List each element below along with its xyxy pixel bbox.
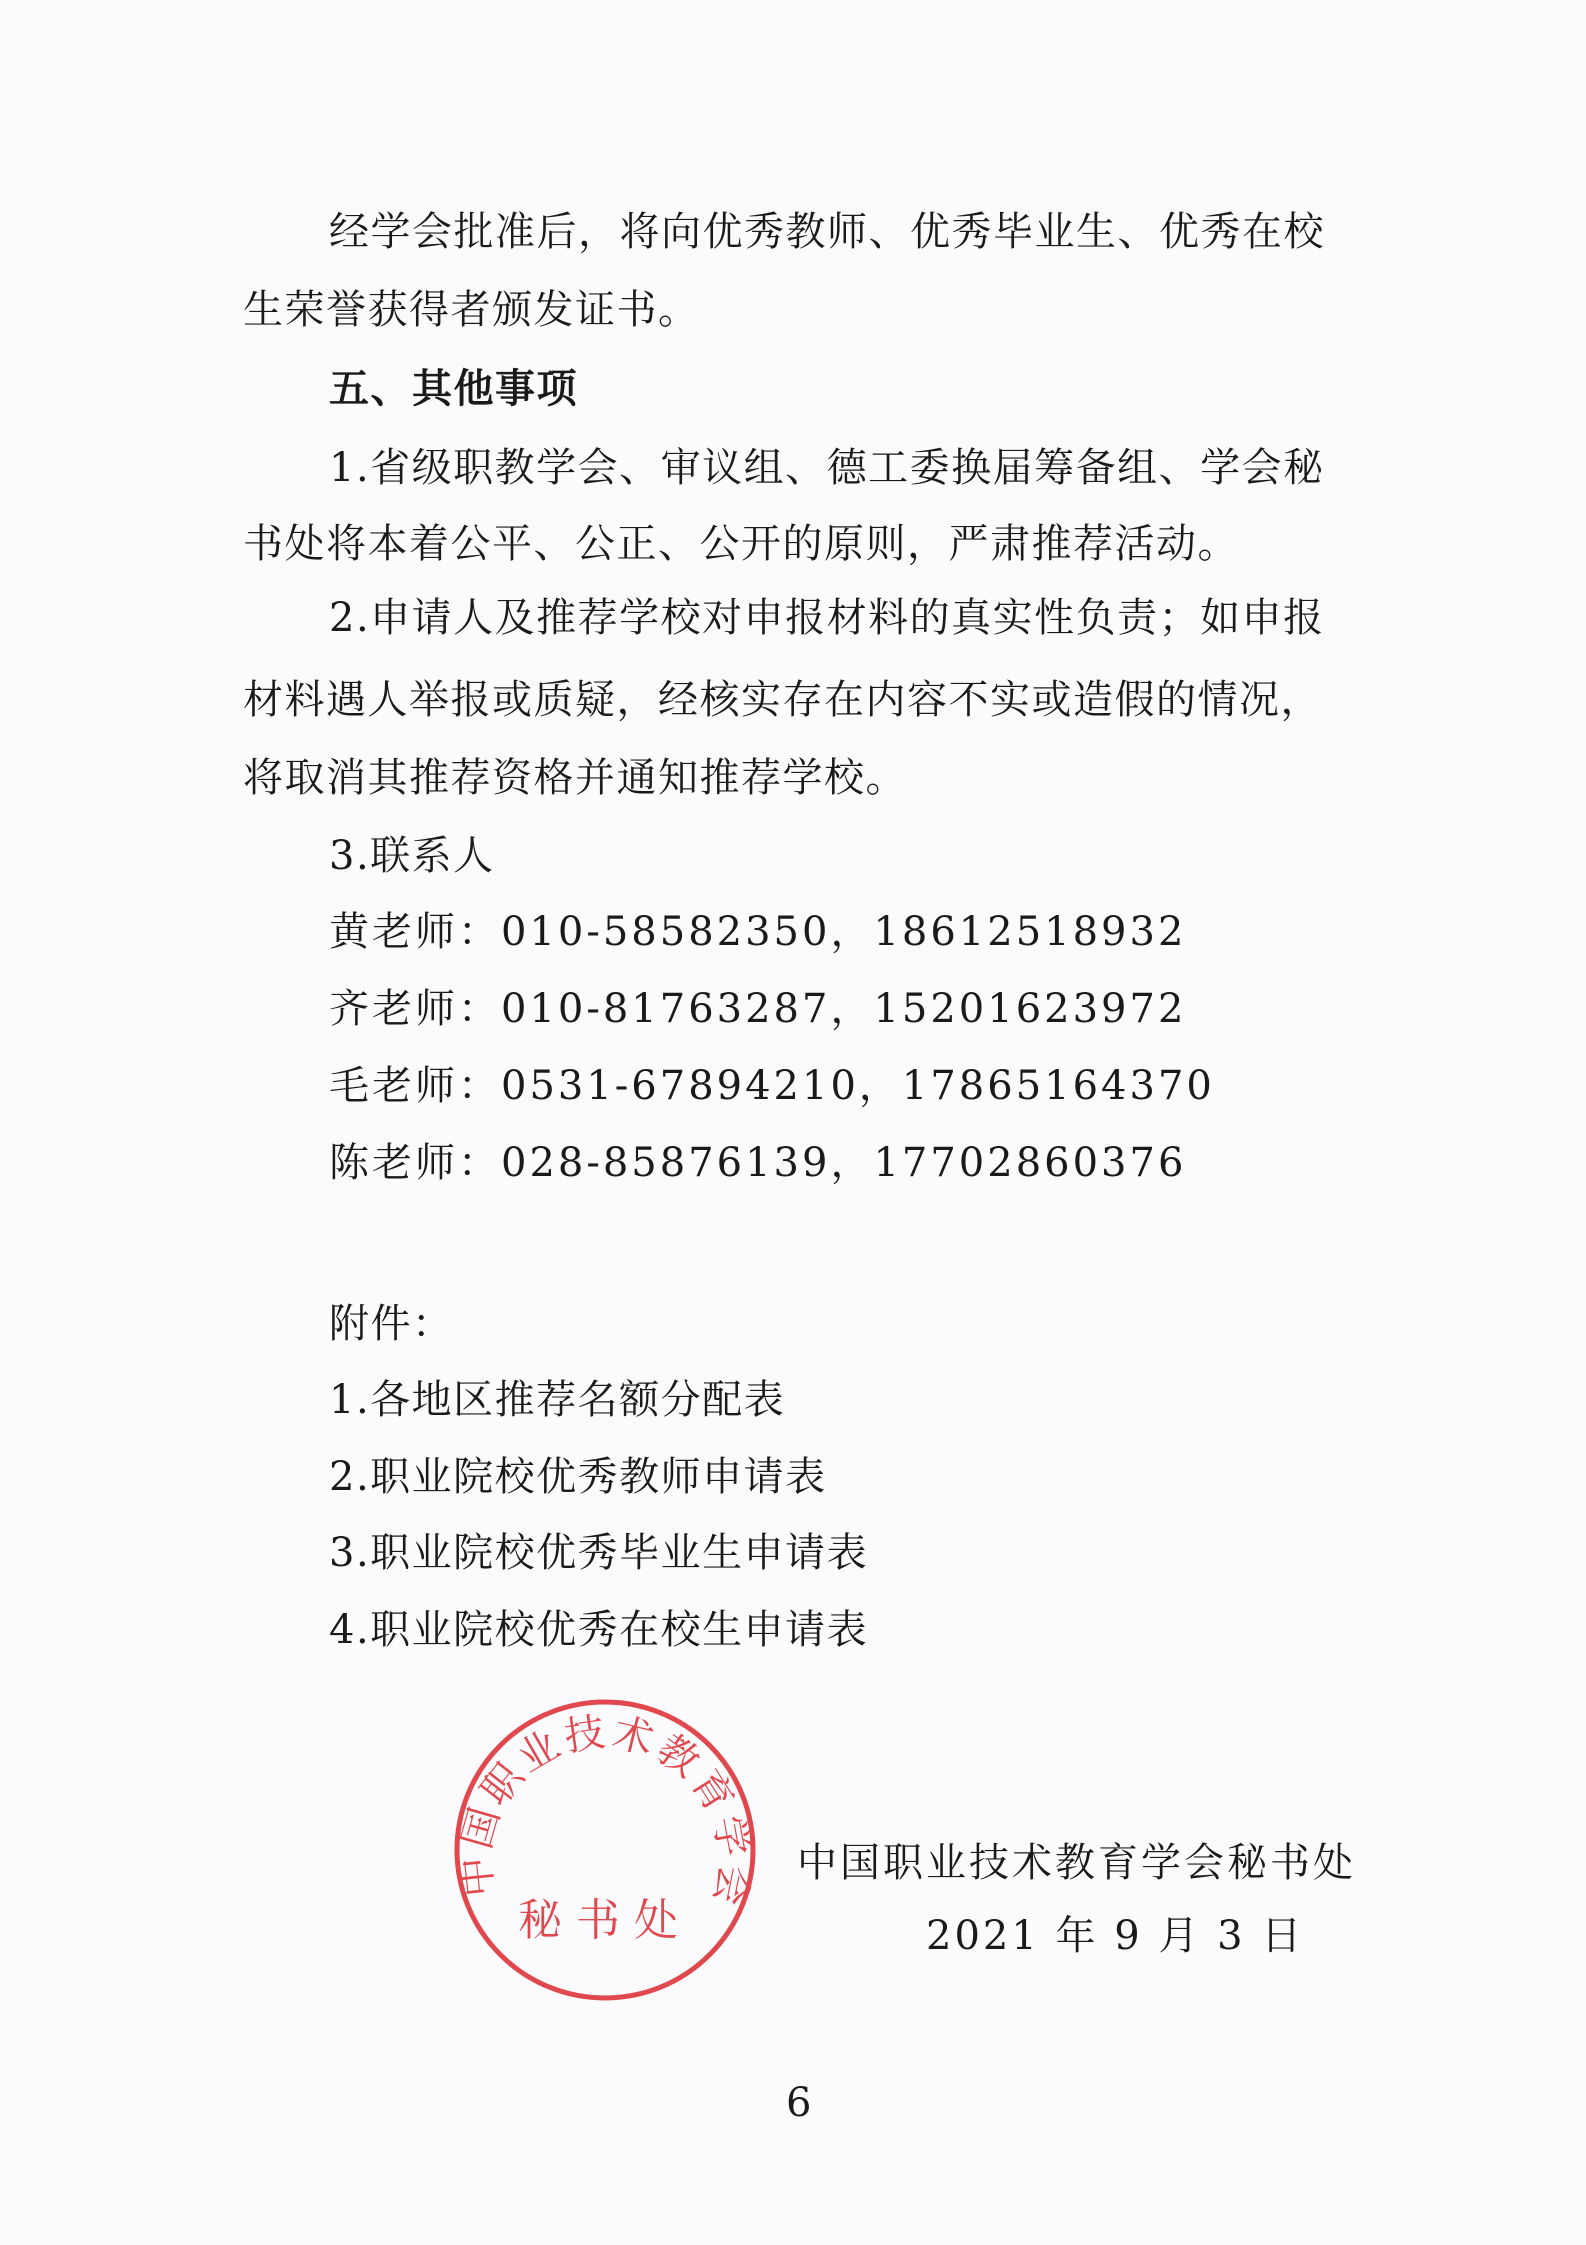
- official-seal: [450, 1695, 760, 2005]
- attachment-item: 1.各地区推荐名额分配表: [329, 1377, 786, 1423]
- contact-line: 齐老师：010-81763287，15201623972: [329, 986, 1187, 1032]
- paragraph-line: 经学会批准后，将向优秀教师、优秀毕业生、优秀在校: [329, 209, 1325, 255]
- contact-line: 毛老师：0531-67894210，17865164370: [329, 1063, 1215, 1109]
- seal-center-text: 秘书处: [518, 1895, 692, 1946]
- paragraph-line: 2.申请人及推荐学校对申报材料的真实性负责；如申报: [329, 595, 1325, 641]
- page-number: 6: [786, 2080, 812, 2126]
- attachment-item: 3.职业院校优秀毕业生申请表: [329, 1530, 869, 1576]
- paragraph-line: 生荣誉获得者颁发证书。: [243, 287, 700, 333]
- paragraph-line: 材料遇人举报或质疑，经核实存在内容不实或造假的情况，: [243, 677, 1322, 723]
- contacts-label: 3.联系人: [329, 833, 495, 879]
- signature-date: 2021 年 9 月 3 日: [926, 1913, 1305, 1959]
- seal-ring-text: 中国职业技术教育学会: [452, 1708, 758, 1913]
- attachment-item: 4.职业院校优秀在校生申请表: [329, 1607, 869, 1653]
- section-heading: 五、其他事项: [329, 366, 578, 412]
- paragraph-line: 1.省级职教学会、审议组、德工委换届筹备组、学会秘: [329, 445, 1325, 491]
- paragraph-line: 书处将本着公平、公正、公开的原则，严肃推荐活动。: [243, 521, 1239, 567]
- paragraph-line: 将取消其推荐资格并通知推荐学校。: [243, 755, 907, 801]
- signature-org: 中国职业技术教育学会秘书处: [797, 1840, 1356, 1886]
- contact-line: 陈老师：028-85876139，17702860376: [329, 1140, 1187, 1186]
- contact-line: 黄老师：010-58582350，18612518932: [329, 909, 1187, 955]
- attachments-label: 附件：: [329, 1301, 454, 1347]
- attachment-item: 2.职业院校优秀教师申请表: [329, 1454, 827, 1500]
